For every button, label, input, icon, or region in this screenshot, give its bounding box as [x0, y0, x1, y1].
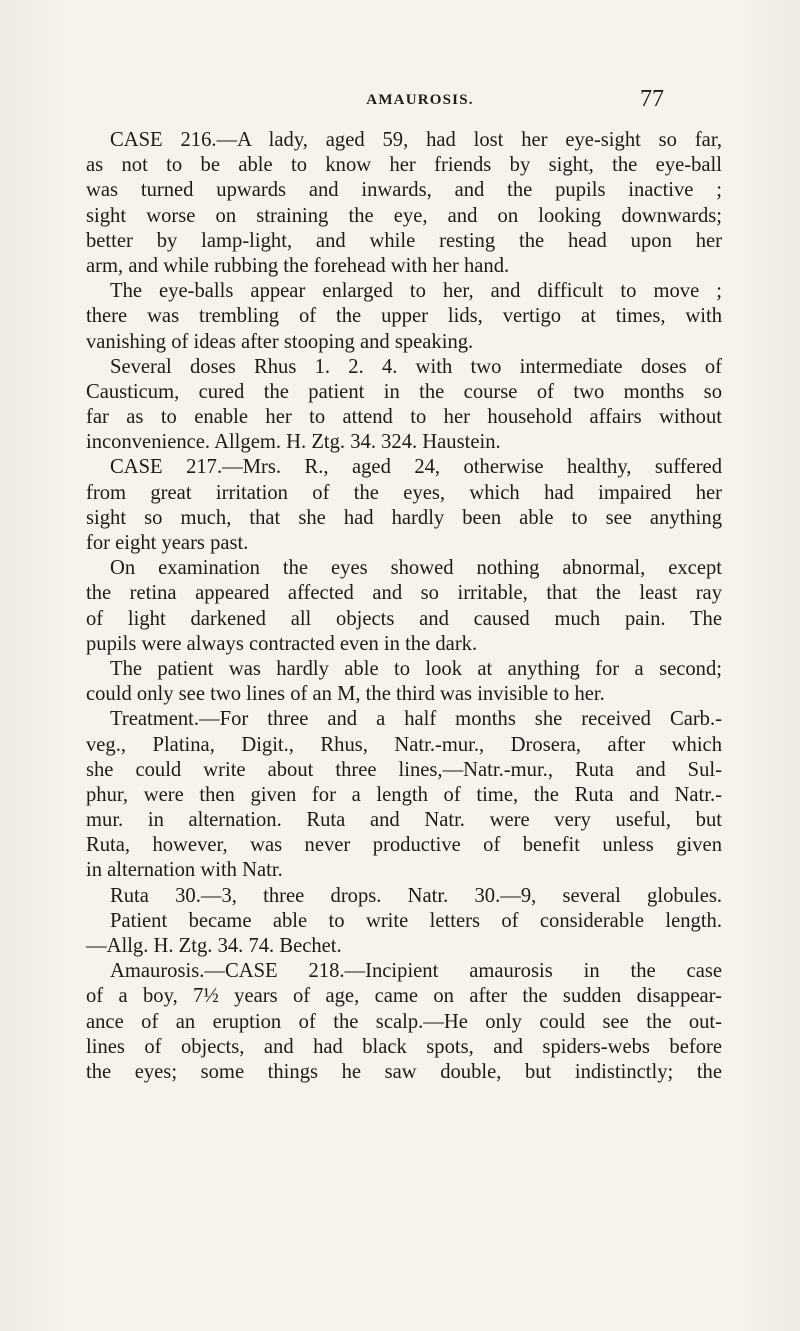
text-line: lines of objects, and had black spots, and spiders-webs before	[86, 1035, 722, 1058]
text-line: phur, were then given for a length of time, the Ruta and Natr.-	[86, 783, 722, 806]
text-line: Several doses Rhus 1. 2. 4. with two intermediate doses of	[110, 355, 722, 378]
body-text	[86, 128, 722, 1085]
text-line: Amaurosis.—CASE 218.—Incipient amaurosis in the case	[110, 960, 722, 983]
running-head	[0, 86, 800, 116]
text-line: far as to enable her to attend to her household affairs without	[86, 406, 722, 429]
text-line: The patient was hardly able to look at anything for a second;	[110, 657, 722, 680]
text-line: ance of an eruption of the scalp.—He only could see the out-	[86, 1010, 722, 1033]
text-line: The eye-balls appear enlarged to her, and difficult to move ;	[110, 280, 722, 303]
text-line: as not to be able to know her friends by sight, the eye-ball	[86, 154, 722, 177]
text-line: in alternation with Natr.	[86, 859, 283, 882]
running-title: AMAUROSIS.	[366, 92, 474, 108]
text-line: of light darkened all objects and caused much pain. The	[86, 607, 722, 630]
text-line: Treatment.—For three and a half months she received Carb.-	[110, 708, 722, 731]
text-line: Causticum, cured the patient in the course of two months so	[86, 380, 722, 403]
text-line: better by lamp-light, and while resting the head upon her	[86, 229, 722, 252]
text-line: pupils were always contracted even in the dark.	[86, 632, 478, 655]
text-line: the retina appeared affected and so irritable, that the least ray	[86, 582, 722, 605]
text-line: the eyes; some things he saw double, but indistinctly; the	[86, 1060, 722, 1083]
text-line: Ruta 30.—3, three drops. Natr. 30.—9, several globules.	[110, 884, 722, 907]
text-line: arm, and while rubbing the forehead with her hand.	[86, 254, 510, 277]
text-line: —Allg. H. Ztg. 34. 74. Bechet.	[86, 935, 342, 957]
text-line: sight so much, that she had hardly been able to see anything	[86, 506, 722, 529]
text-line: mur. in alternation. Ruta and Natr. were very useful, but	[86, 809, 722, 832]
text-line: On examination the eyes showed nothing abnormal, except	[110, 557, 722, 580]
text-line: Patient became able to write letters of considerable length.	[110, 909, 722, 932]
text-line: could only see two lines of an M, the third was invisible to her.	[86, 683, 605, 706]
text-line: CASE 216.—A lady, aged 59, had lost her eye-sight so far,	[110, 129, 722, 151]
page-number: 77	[640, 86, 664, 112]
text-line: inconvenience. Allgem. H. Ztg. 34. 324. Haustein.	[86, 431, 501, 454]
text-line: sight worse on straining the eye, and on looking downwards;	[86, 204, 722, 227]
text-line: was turned upwards and inwards, and the pupils inactive ;	[86, 179, 722, 202]
text-line: from great irritation of the eyes, which had impaired her	[86, 481, 722, 504]
text-line: there was trembling of the upper lids, vertigo at times, with	[86, 305, 722, 328]
text-line: CASE 217.—Mrs. R., aged 24, otherwise healthy, suffered	[110, 456, 722, 479]
text-line: veg., Platina, Digit., Rhus, Natr.-mur., Drosera, after which	[86, 733, 722, 756]
text-line: Ruta, however, was never productive of benefit unless given	[86, 834, 722, 857]
text-line: of a boy, 7½ years of age, came on after the sudden disappear-	[86, 985, 722, 1008]
text-line: vanishing of ideas after stooping and speaking.	[86, 330, 474, 353]
text-line: for eight years past.	[86, 532, 249, 554]
text-line: she could write about three lines,—Natr.-mur., Ruta and Sul-	[86, 758, 722, 781]
